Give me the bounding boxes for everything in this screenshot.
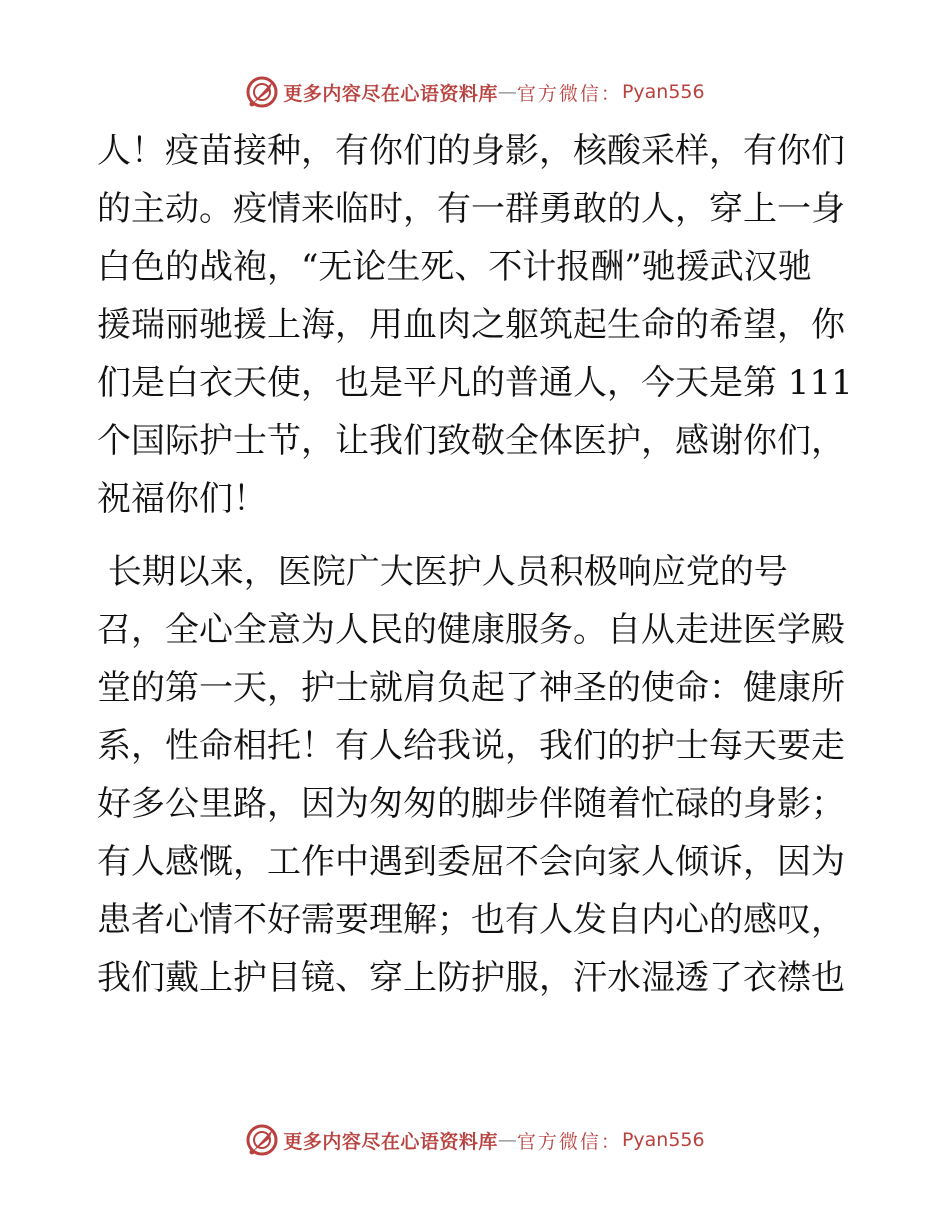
paragraph-2 xyxy=(97,543,857,1007)
text-line: 人！疫苗接种，有你们的身影，核酸采样，有你们 xyxy=(97,131,845,171)
text-line: 们是白衣天使，也是平凡的普通人，今天是第 111 xyxy=(97,363,853,403)
watermark-dash: — xyxy=(497,1129,517,1151)
footer-watermark xyxy=(0,1120,950,1160)
paragraph-1 xyxy=(97,122,857,528)
text-line: 有人感慨，工作中遇到委屈不会向家人倾诉，因为 xyxy=(97,842,845,882)
text-line: 个国际护士节，让我们致敬全体医护，感谢你们， xyxy=(97,421,845,461)
quill-logo-icon xyxy=(245,75,279,109)
text-line: 堂的第一天，护士就肩负起了神圣的使命：健康所 xyxy=(97,668,845,708)
watermark-dash: — xyxy=(497,81,517,103)
document-body xyxy=(97,122,857,1007)
text-line: 的主动。疫情来临时，有一群勇敢的人，穿上一身 xyxy=(97,189,845,229)
watermark-label: 官方微信： xyxy=(516,1130,622,1153)
paragraph-spacer xyxy=(97,528,857,543)
watermark-brand: 更多内容尽在心语资料库 xyxy=(283,1130,498,1153)
text-line: 系，性命相托！有人给我说，我们的护士每天要走 xyxy=(97,726,845,766)
quill-logo-icon xyxy=(245,1123,279,1157)
watermark-label: 官方微信： xyxy=(516,82,622,105)
text-line: 召，全心全意为人民的健康服务。自从走进医学殿 xyxy=(97,610,845,650)
text-line: 好多公里路，因为匆匆的脚步伴随着忙碌的身影； xyxy=(97,784,845,824)
watermark-wechat-id: Pyan556 xyxy=(621,1129,705,1151)
text-line: 长期以来，医院广大医护人员积极响应党的号 xyxy=(97,552,788,592)
text-line: 援瑞丽驰援上海，用血肉之躯筑起生命的希望，你 xyxy=(97,305,845,345)
watermark-brand: 更多内容尽在心语资料库 xyxy=(283,82,498,105)
text-line: 祝福你们！ xyxy=(97,479,267,519)
text-line: 白色的战袍，“无论生死、不计报酬”驰援武汉驰 xyxy=(97,247,812,287)
header-watermark xyxy=(0,72,950,112)
text-line: 患者心情不好需要理解；也有人发自内心的感叹， xyxy=(97,900,845,940)
text-line: 我们戴上护目镜、穿上防护服，汗水湿透了衣襟也 xyxy=(97,958,845,998)
watermark-wechat-id: Pyan556 xyxy=(621,81,705,103)
